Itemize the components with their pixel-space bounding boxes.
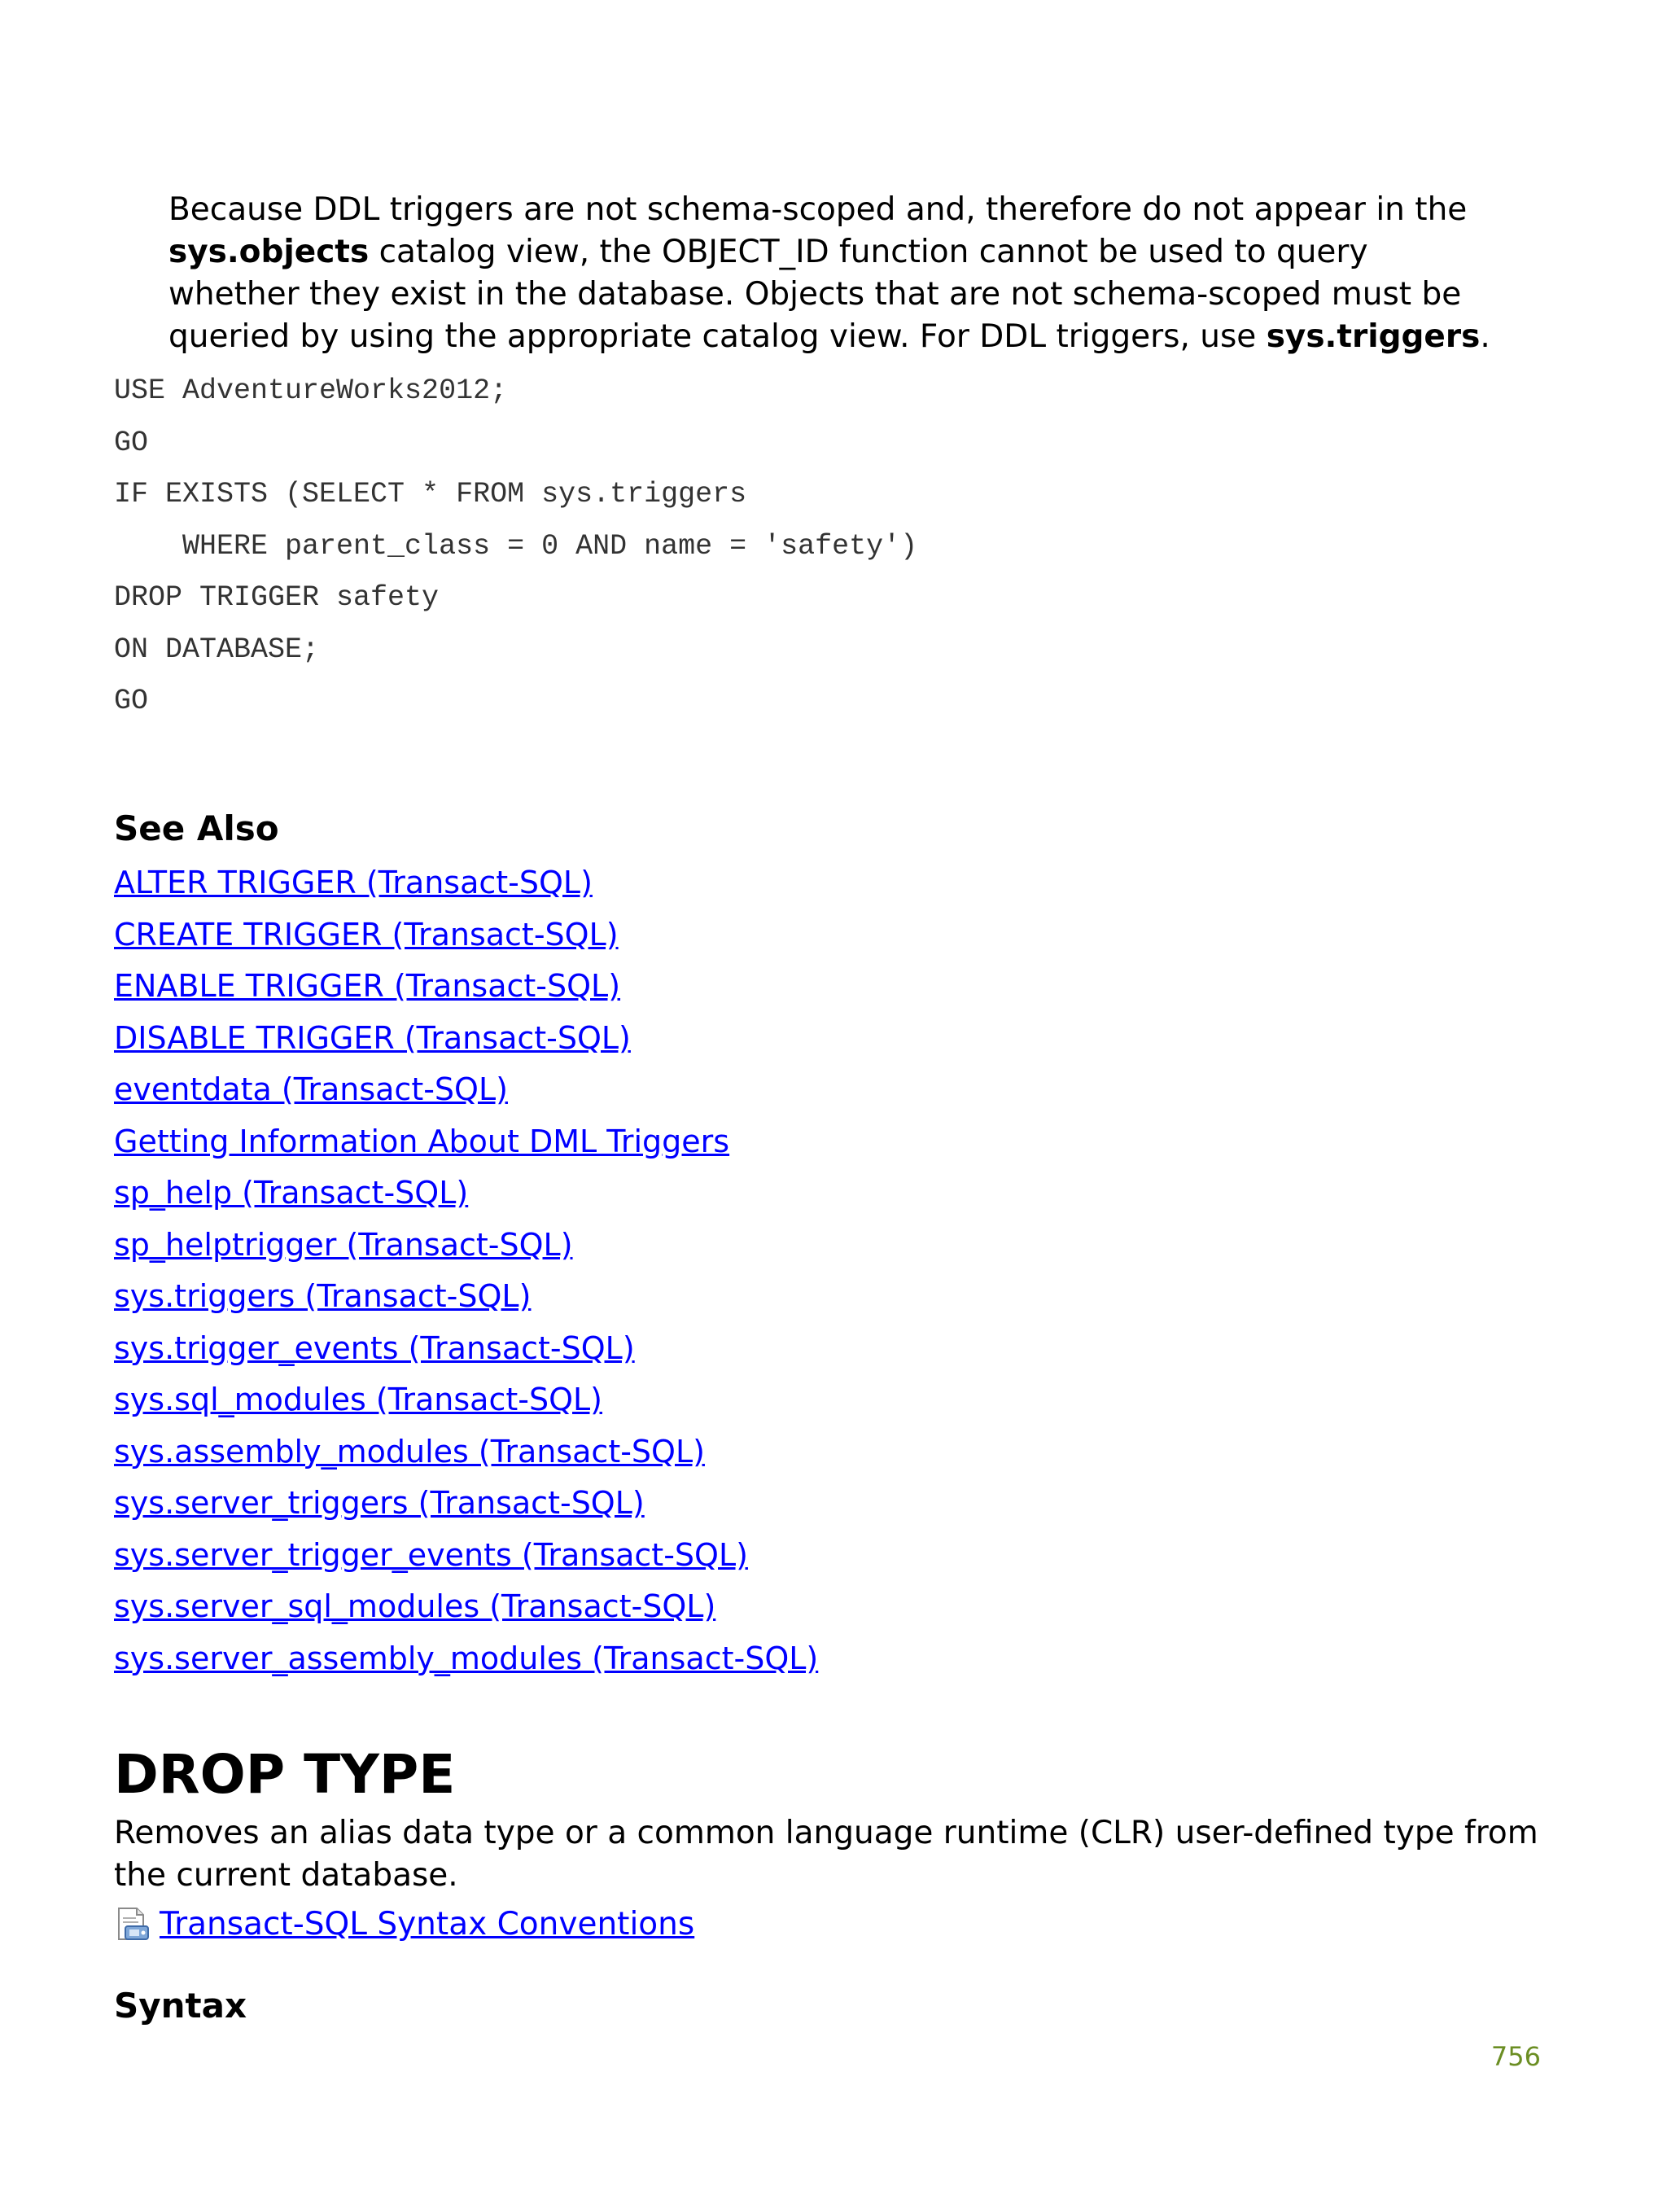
see-also-list <box>114 861 818 1689</box>
list-item <box>114 1120 818 1172</box>
sys-triggers-term: sys.triggers <box>1266 318 1481 355</box>
alter-trigger-link[interactable]: ALTER TRIGGER (Transact-SQL) <box>114 865 593 900</box>
sp-help-link[interactable]: sp_help (Transact-SQL) <box>114 1175 469 1211</box>
code-example <box>114 375 917 737</box>
code-line: GO <box>114 685 149 717</box>
syntax-conventions-link[interactable]: Transact-SQL Syntax Conventions <box>160 1906 695 1943</box>
syntax-heading: Syntax <box>114 1986 247 2026</box>
code-line: DROP TRIGGER safety <box>114 581 440 614</box>
enable-trigger-link[interactable]: ENABLE TRIGGER (Transact-SQL) <box>114 968 621 1004</box>
list-item <box>114 1482 818 1534</box>
list-item <box>114 1327 818 1379</box>
sys-sql-modules-link[interactable]: sys.sql_modules (Transact-SQL) <box>114 1382 602 1417</box>
syntax-conventions-icon <box>114 1907 150 1943</box>
sys-triggers-link[interactable]: sys.triggers (Transact-SQL) <box>114 1278 532 1314</box>
list-item <box>114 861 818 913</box>
note-paragraph: Because DDL triggers are not schema-scoped and, therefore do not appear in the sys.objects catalog view, the OBJECT_ID function cannot be used to query whether they exist in the database. Objects that are not schema-scoped must be queried by using the appropriate catalog view. For DDL triggers, use sys.triggers. <box>168 191 1490 355</box>
sys-trigger-events-link[interactable]: sys.trigger_events (Transact-SQL) <box>114 1329 635 1366</box>
page-number: 756 <box>1490 2041 1541 2072</box>
sys-objects-term: sys.objects <box>168 234 370 270</box>
sys-server-sql-modules-link[interactable]: sys.server_sql_modules (Transact-SQL) <box>114 1588 716 1624</box>
sp-helptrigger-link[interactable]: sp_helptrigger (Transact-SQL) <box>114 1226 573 1263</box>
code-line: ON DATABASE; <box>114 633 320 666</box>
code-line: USE AdventureWorks2012; <box>114 375 508 407</box>
create-trigger-link[interactable]: CREATE TRIGGER (Transact-SQL) <box>114 916 619 953</box>
trigger-note <box>168 189 1503 358</box>
list-item <box>114 913 818 966</box>
list-item <box>114 1637 818 1689</box>
list-item <box>114 1275 818 1327</box>
list-item <box>114 1172 818 1224</box>
code-line: GO <box>114 426 149 459</box>
section-description: Removes an alias data type or a common language runtime (CLR) user-defined type from the current database. <box>114 1815 1538 1894</box>
list-item <box>114 1017 818 1069</box>
sys-assembly-modules-link[interactable]: sys.assembly_modules (Transact-SQL) <box>114 1433 705 1470</box>
list-item <box>114 1585 818 1637</box>
sys-server-assembly-modules-link[interactable]: sys.server_assembly_modules (Transact-SQL) <box>114 1640 819 1676</box>
list-item <box>114 1224 818 1276</box>
see-also-heading: See Also <box>114 808 279 848</box>
eventdata-link[interactable]: eventdata (Transact-SQL) <box>114 1071 508 1107</box>
section-title: DROP TYPE <box>114 1743 456 1806</box>
code-line: WHERE parent_class = 0 AND name = 'safety') <box>114 529 918 563</box>
list-item <box>114 1430 818 1483</box>
list-item <box>114 1068 818 1120</box>
dml-triggers-info-link[interactable]: Getting Information About DML Triggers <box>114 1123 730 1159</box>
list-item <box>114 1534 818 1586</box>
list-item <box>114 965 818 1017</box>
sys-server-trigger-events-link[interactable]: sys.server_trigger_events (Transact-SQL) <box>114 1536 748 1573</box>
syntax-conventions-row <box>114 1902 694 1947</box>
disable-trigger-link[interactable]: DISABLE TRIGGER (Transact-SQL) <box>114 1019 631 1056</box>
sys-server-triggers-link[interactable]: sys.server_triggers (Transact-SQL) <box>114 1485 645 1521</box>
code-line: IF EXISTS (SELECT * FROM sys.triggers <box>114 478 747 510</box>
list-item <box>114 1378 818 1430</box>
